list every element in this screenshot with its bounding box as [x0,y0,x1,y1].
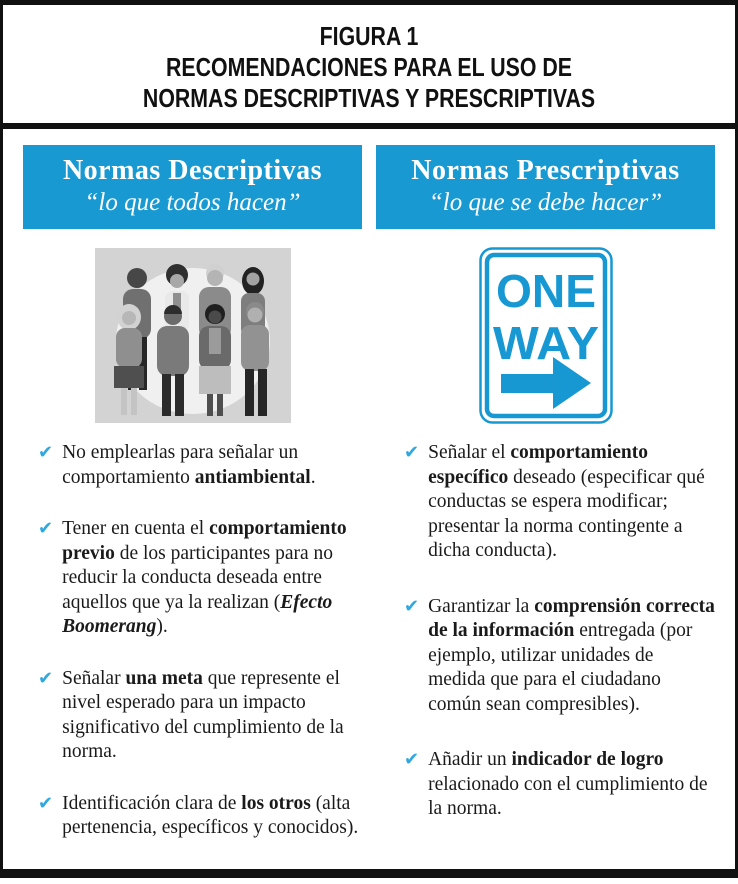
recommendation-text: Añadir un indicador de logro relacionado con el cumplimiento de la norma. [428,749,708,819]
figure-title-line-3: NORMAS DESCRIPTIVAS Y PRESCRIPTIVAS [142,83,596,113]
check-icon: ✔ [404,442,420,463]
prescriptivas-header [376,145,715,229]
one-way-sign-text-one: ONE [495,265,596,317]
descriptivas-image-wrap [23,247,362,424]
descriptivas-list [23,441,362,841]
figure-content [3,129,735,869]
recommendation-text: Identificación clara de los otros (alta pertenencia, específicos y conocidos). [62,792,359,838]
recommendation-item [38,517,362,640]
prescriptivas-header-subtitle: “lo que se debe hacer” [428,189,663,216]
figure-title-line-2: RECOMENDACIONES PARA EL USO DE [166,52,572,82]
descriptivas-header-subtitle: “lo que todos hacen” [84,189,301,216]
check-icon: ✔ [404,595,420,617]
people-group-illustration [95,248,291,423]
column-normas-descriptivas [23,145,362,868]
check-icon: ✔ [38,442,54,463]
check-icon: ✔ [38,792,54,814]
one-way-sign [479,247,613,424]
recommendation-text: Señalar el comportamiento específico deseado (especificar qué conductas se espera modificar; presentar la norma contingente a dicha conducta). [428,442,705,561]
column-normas-prescriptivas [376,145,715,868]
figure-title-box [3,5,735,129]
recommendation-text: Garantizar la comprensión correcta de la información entregada (por ejemplo, utilizar unidades de medida que para el ciudadano común sean compresibles). [428,595,715,715]
recommendation-item [404,748,715,822]
prescriptivas-image-wrap [376,247,715,424]
check-icon: ✔ [38,667,54,689]
descriptivas-header-title: Normas Descriptivas [62,155,323,186]
check-icon: ✔ [404,749,420,770]
recommendation-item [404,595,715,718]
one-way-sign-text-way: WAY [492,317,599,369]
descriptivas-header [23,145,362,229]
check-icon: ✔ [38,518,54,539]
recommendation-item [404,441,715,564]
recommendation-text: Tener en cuenta el comportamiento previo de los participantes para no reducir la conducta deseada entre aquellos que ya la realizan (Efecto Boomerang). [62,518,347,637]
prescriptivas-list [376,441,715,822]
recommendation-item [38,792,362,841]
recommendation-item [38,667,362,765]
recommendation-text: Señalar una meta que represente el nivel esperado para un impacto significativo del cumplimiento de la norma. [62,667,344,762]
recommendation-item [38,441,362,490]
prescriptivas-header-title: Normas Prescriptivas [411,155,680,186]
recommendation-text: No emplearlas para señalar un comportamiento antiambiental. [62,442,316,488]
figure-number: FIGURA 1 [319,21,419,51]
